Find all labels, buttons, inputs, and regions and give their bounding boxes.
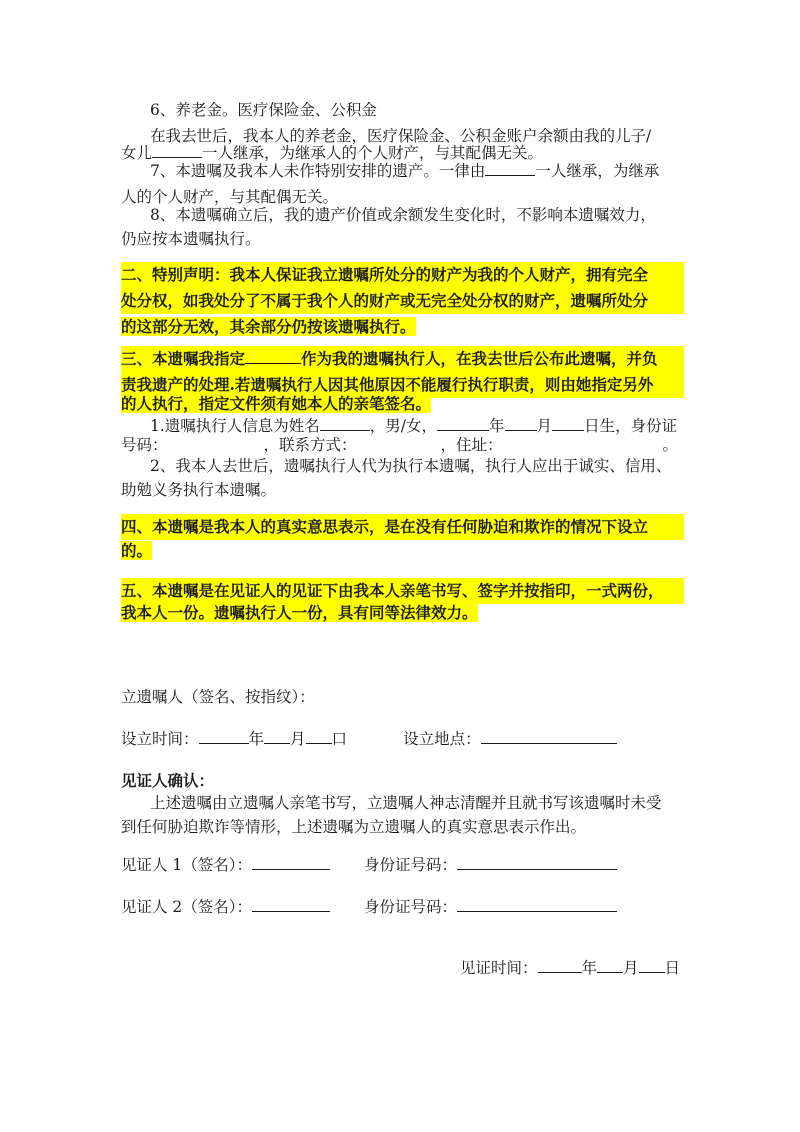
id-number-label: 号码： [121, 436, 168, 454]
testator-signature-label: 立遗嘱人（签名、按指纹）： [121, 688, 315, 706]
establish-day-blank [306, 726, 332, 744]
birth-year-label: 年 [489, 417, 505, 435]
section2-line1: 二、特别声明：我本人保证我立遗嘱所处分的财产为我的个人财产，拥有完全 [121, 262, 684, 288]
address-label: ，住址： [440, 436, 503, 454]
executor-item2-line2: 助勉义务执行本遗嘱。 [121, 481, 277, 499]
witness2-signature-blank [252, 894, 330, 912]
establish-year-label: 年 [248, 730, 265, 748]
witness-time-label: 见证时间： [460, 959, 538, 977]
witness1-id-label: 身份证号码： [364, 856, 458, 874]
establish-time-row [121, 726, 681, 752]
witness1-label: 见证人 1（签名）： [121, 856, 253, 874]
establish-month-label: 月 [290, 730, 306, 748]
section3-1a: 三、本遗嘱我指定 [121, 349, 246, 368]
establish-place-label: 设立地点： [403, 730, 481, 748]
establish-place-blank [481, 726, 617, 744]
witness2-label: 见证人 2（签名）： [121, 898, 253, 916]
executor-blank [245, 346, 301, 364]
establish-time-label: 设立时间： [121, 730, 199, 748]
witness-day-label: 日 [664, 959, 681, 977]
birth-day-label: 日生，身份证 [584, 417, 678, 435]
witness1-id-blank [457, 852, 617, 870]
establish-year-blank [199, 726, 249, 744]
section5-line1: 五、本遗嘱是在见证人的见证下由我本人亲笔书写、签字并按指印，一式两份， [121, 578, 684, 604]
witness-day-blank [639, 955, 665, 973]
contact-label: ，联系方式： [263, 436, 357, 454]
executor-gender-label: ，男/女， [369, 417, 438, 435]
witness2-row [121, 894, 681, 920]
heir-blank-1 [152, 140, 202, 158]
birth-month-blank [505, 413, 537, 431]
item8-line1: 8、本遗嘱确立后，我的遗产价值或余额发生变化时，不影响本遗嘱效力， [150, 206, 656, 224]
section4-line2: 的。 [121, 541, 153, 560]
section5-line2-wrap [121, 600, 478, 626]
witness-month-blank [597, 955, 623, 973]
section3-line1 [121, 346, 684, 372]
birth-day-blank [552, 413, 584, 431]
item6-body-line1: 在我去世后，我本人的养老金，医疗保险金、公积金账户余额由我的儿子/ [150, 127, 652, 145]
establish-month-blank [264, 726, 290, 744]
witness1-row [121, 852, 681, 878]
witness-month-label: 月 [623, 959, 639, 977]
item8-line2: 仍应按本遗嘱执行。 [121, 230, 261, 248]
witness-year-blank [538, 955, 582, 973]
witness2-id-label: 身份证号码： [364, 898, 458, 916]
item6-body-2a: 女儿 [121, 144, 153, 162]
section4-line2-wrap [121, 538, 152, 564]
birth-month-label: 月 [536, 417, 553, 435]
witness-time-row [460, 955, 690, 981]
item7-1b: 一人继承，为继承 [535, 162, 660, 180]
item6-body-2b: 一人继承，为继承人的个人财产，与其配偶无关。 [202, 144, 544, 162]
item7-line2: 人的个人财产，与其配偶无关。 [121, 188, 339, 206]
item6-title: 6、养老金。医疗保险金、公积金 [150, 101, 377, 119]
heir-blank-2 [485, 158, 535, 176]
section5-line2: 我本人一份。遗嘱执行人一份，具有同等法律效力。 [121, 603, 478, 622]
section3-line2: 责我遗产的处理.若遗嘱执行人因其他原因不能履行执行职责，则由她指定另外 [121, 372, 684, 398]
section2-line3-wrap [121, 314, 416, 340]
birth-year-blank [437, 413, 489, 431]
item7-line1 [150, 158, 686, 184]
section2-line3: 的这部分无效，其余部分仍按该遗嘱执行。 [121, 317, 416, 336]
witness-heading: 见证人确认： [121, 771, 215, 790]
establish-day-label: 口 [331, 730, 348, 748]
witness-body-line1: 上述遗嘱由立遗嘱人亲笔书写，立遗嘱人神志清醒并且就书写该遗嘱时未受 [150, 794, 662, 812]
witness1-signature-blank [252, 852, 330, 870]
witness2-id-blank [457, 894, 617, 912]
witness-body-line2: 到任何胁迫欺诈等情形，上述遗嘱为立遗嘱人的真实意思表示作出。 [121, 818, 587, 836]
executor-name-label: 1.遗嘱执行人信息为姓名 [150, 417, 320, 435]
section4-line1: 四、本遗嘱是我本人的真实意思表示，是在没有任何胁迫和欺诈的情况下设立 [121, 514, 684, 540]
executor-name-blank [320, 413, 370, 431]
executor-item2-line1: 2、我本人去世后，遗嘱执行人代为执行本遗嘱，执行人应出于诚实、信用、 [150, 457, 672, 475]
witness-year-label: 年 [581, 959, 598, 977]
section2-line2: 处分权，如我处分了不属于我个人的财产或无完全处分权的财产，遗嘱所处分 [121, 288, 684, 314]
section3-line3: 的人执行，指定文件须有她本人的亲笔签名。 [121, 394, 432, 413]
address-end: 。 [662, 436, 679, 454]
item7-1a: 7、本遗嘱及我本人未作特别安排的遗产。一律由 [150, 162, 486, 180]
section3-1b: 作为我的遗嘱执行人，在我去世后公布此遗嘱，并负 [301, 349, 658, 368]
